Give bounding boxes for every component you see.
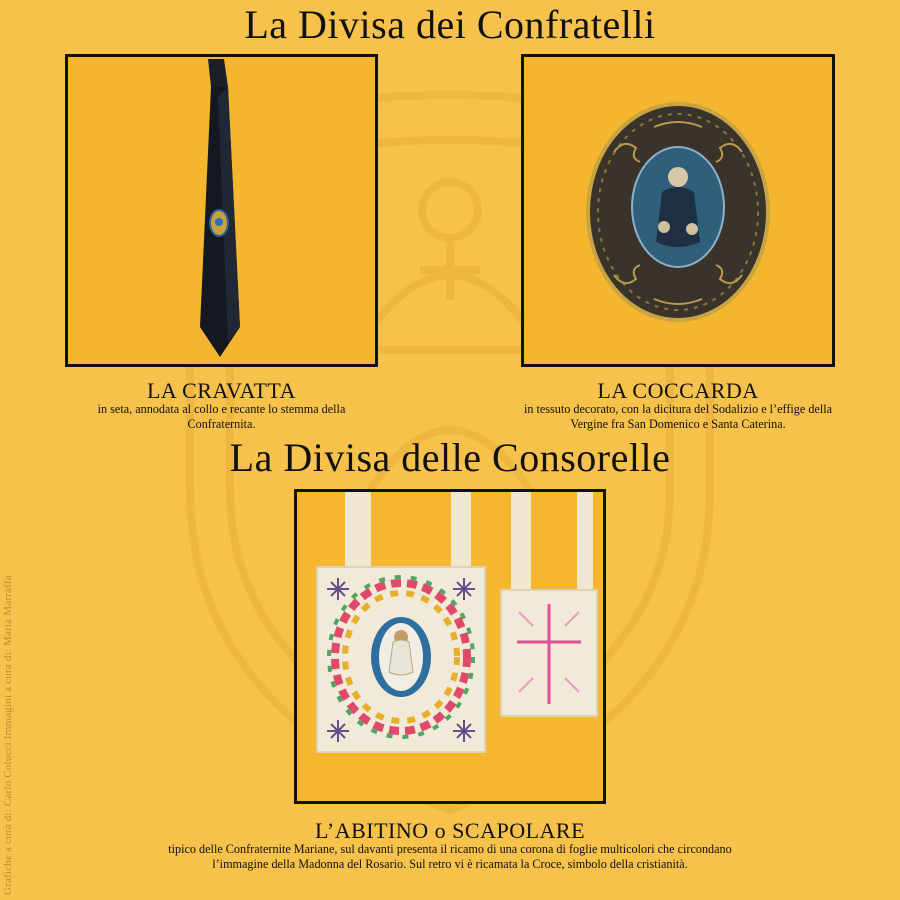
scapular-illustration	[297, 492, 603, 801]
tie-illustration	[68, 57, 375, 364]
coccarda-photo	[521, 54, 835, 367]
cravatta-caption	[65, 380, 378, 432]
page-title: La Divisa dei Confratelli	[244, 2, 656, 47]
section-title: La Divisa delle Consorelle	[229, 435, 671, 480]
cravatta-photo	[65, 54, 378, 367]
coccarda-description: in tessuto decorato, con la dicitura del Sodalizio e l’effige della Vergine fra San Domenico e Santa Caterina.	[523, 402, 833, 431]
abitino-description: tipico delle Confraternite Mariane, sul davanti presenta il ricamo di una corona di foglie multicolori che circondano l’immagine della Madonna del Rosario. Sul retro vi è ricamata la Croce, simbolo della cristianità.	[168, 842, 732, 871]
abitino-caption	[140, 820, 760, 872]
cravatta-title: LA CRAVATTA	[146, 378, 296, 403]
cravatta-description: in seta, annodata al collo e recante lo stemma della Confraternita.	[97, 402, 346, 431]
abitino-title: L’ABITINO o SCAPOLARE	[314, 818, 586, 843]
coccarda-title: LA COCCARDA	[597, 378, 759, 403]
abitino-photo	[294, 489, 606, 804]
credit-text: Grafiche a cura di: Carlo Colucci Immagini a cura di: Maria Marraffa	[2, 575, 14, 895]
cockade-illustration	[524, 57, 832, 364]
coccarda-caption	[505, 380, 851, 432]
